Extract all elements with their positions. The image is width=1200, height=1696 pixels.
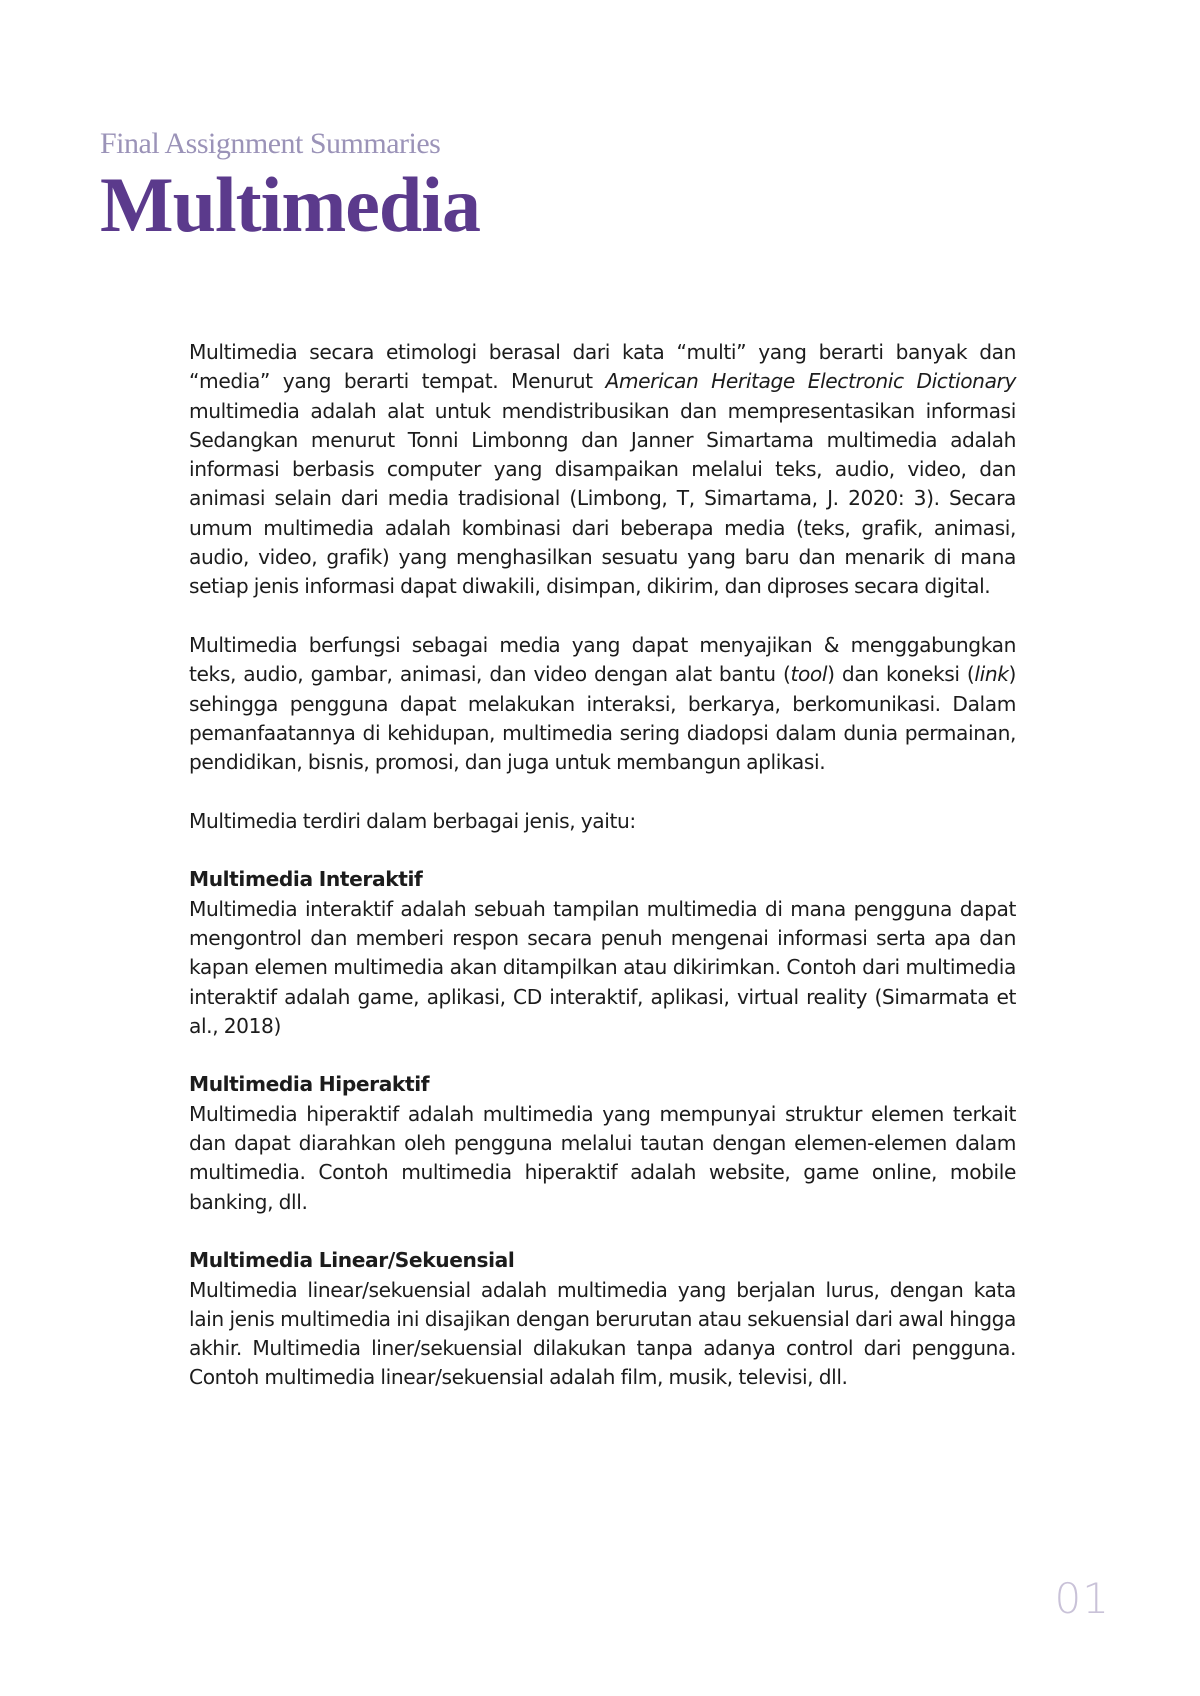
page-number: 01 bbox=[1054, 1574, 1110, 1623]
intro-text: ) dan koneksi ( bbox=[827, 662, 975, 687]
intro-text: Multimedia secara etimologi berasal dari kata “multi” yang berarti banyak dan “media” yang berarti tempat. Menurut bbox=[189, 340, 1016, 394]
dictionary-name: American Heritage Electronic Dictionary bbox=[605, 369, 1016, 394]
page-header bbox=[100, 126, 800, 248]
intro-paragraph-2 bbox=[189, 631, 1016, 777]
document-kicker: Final Assignment Summaries bbox=[100, 127, 441, 160]
intro-paragraph-1 bbox=[189, 338, 1016, 602]
intro-text: ) sehingga pengguna dapat melakukan interaksi, berkarya, berkomunikasi. Dalam pemanfaatannya di kehidupan, multimedia sering diadopsi dalam dunia permainan, pendidikan, bisnis, promosi, dan juga untuk membangun aplikasi. bbox=[189, 662, 1016, 775]
intro-text: multimedia adalah alat untuk mendistribusikan dan mempresentasikan informasi Sedangkan menurut Tonni Limbonng dan Janner Simartama multimedia adalah informasi berbasis computer yang disampaikan melalui teks, audio, video, dan animasi selain dari media tradisional (Limbong, T, Simartama, J. 2020: 3). Secara umum multimedia adalah kombinasi dari beberapa media (teks, grafik, animasi, audio, video, grafik) yang menghasilkan sesuatu yang baru dan menarik di mana setiap jenis informasi dapat diwakili, disimpan, dikirim, dan diproses secara digital. bbox=[189, 398, 1016, 599]
term-tool: tool bbox=[790, 662, 828, 687]
section-interaktif bbox=[189, 865, 1016, 1041]
intro-paragraph-3: Multimedia terdiri dalam berbagai jenis, yaitu: bbox=[189, 808, 636, 833]
term-link: link bbox=[974, 662, 1009, 687]
section-hiperaktif bbox=[189, 1070, 1016, 1216]
section-body: Multimedia interaktif adalah sebuah tampilan multimedia di mana pengguna dapat mengontrol dan memberi respon secara penuh mengenai informasi serta apa dan kapan elemen multimedia akan ditampilkan atau dikirimkan. Contoh dari multimedia interaktif adalah game, aplikasi, CD interaktif, aplikasi, virtual reality (Simarmata et al., 2018) bbox=[189, 896, 1016, 1038]
page-title: Multimedia bbox=[100, 161, 480, 248]
section-body: Multimedia linear/sekuensial adalah multimedia yang berjalan lurus, dengan kata lain jenis multimedia ini disajikan dengan berurutan atau sekuensial dari awal hingga akhir. Multimedia liner/sekuensial dilakukan tanpa adanya control dari pengguna. Contoh multimedia linear/sekuensial adalah film, musik, televisi, dll. bbox=[189, 1277, 1016, 1390]
section-linear bbox=[189, 1246, 1016, 1392]
section-heading: Multimedia Interaktif bbox=[189, 867, 423, 892]
intro-text: Multimedia berfungsi sebagai media yang dapat menyajikan & menggabungkan teks, audio, gambar, animasi, dan video dengan alat bantu ( bbox=[189, 632, 1016, 687]
body-content bbox=[189, 338, 1016, 1422]
section-heading: Multimedia Hiperaktif bbox=[189, 1072, 430, 1097]
section-heading: Multimedia Linear/Sekuensial bbox=[189, 1248, 515, 1273]
section-body: Multimedia hiperaktif adalah multimedia yang mempunyai struktur elemen terkait dan dapat diarahkan oleh pengguna melalui tautan dengan elemen-elemen dalam multimedia. Contoh multimedia hiperaktif adalah website, game online, mobile banking, dll. bbox=[189, 1101, 1016, 1214]
